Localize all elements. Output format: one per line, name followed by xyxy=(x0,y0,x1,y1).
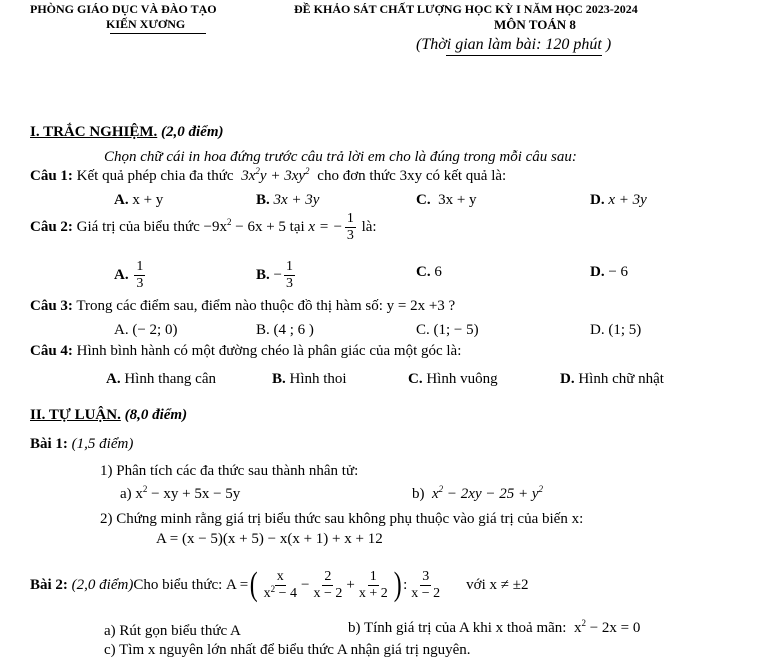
q1-option-a: A. x + y xyxy=(114,192,164,208)
q2-text-b: tại xyxy=(289,219,305,235)
q2-label: Câu 2: xyxy=(30,219,73,235)
q2-option-a: A. $\frac{1}{3}$ xyxy=(114,259,144,291)
bai1-part-b: b) $x^2 - 2xy - 25 + y^2$ xyxy=(412,484,544,502)
q1-polynomial: $3x^2y + 3xy^2$ xyxy=(241,166,310,184)
q3-text: Trong các điểm sau, điểm nào thuộc đồ thị hàm số: y = 2x +3 ? xyxy=(76,298,456,314)
bai2-condition: với x ≠ ±2 xyxy=(466,576,529,593)
q4-option-a: A. Hình thang cân xyxy=(106,371,216,387)
bai1-part-a: a) $x^2$ − xy + 5x − 5y xyxy=(120,484,241,502)
q3-label: Câu 3: xyxy=(30,298,73,314)
q2-fraction: $\frac{1}{3}$ xyxy=(346,211,354,243)
q1-text-a: Kết quả phép chia đa thức xyxy=(76,168,234,184)
bai2-statement xyxy=(30,560,528,610)
q2-option-b: B. − $\frac{1}{3}$ xyxy=(256,259,293,291)
bai2-part-b: b) Tính giá trị của A khi x thoả mãn: $x^2 - 2x = 0$ xyxy=(348,618,641,636)
bai1-heading xyxy=(30,436,133,453)
part1-instruction: Chọn chữ cái in hoa đứng trước câu trả lời em cho là đúng trong mỗi câu sau: xyxy=(104,149,577,165)
district-name: KIẾN XƯƠNG xyxy=(106,17,186,31)
part2-points: (8,0 điểm) xyxy=(120,407,188,423)
district-underline xyxy=(110,33,206,34)
q1-option-b: B. 3x + 3y xyxy=(256,192,320,208)
q3-option-d: D. (1; 5) xyxy=(590,322,642,338)
q2-text-c: là: xyxy=(361,219,377,235)
q2-text-a: Giá trị của biểu thức xyxy=(76,219,200,235)
q4-label: Câu 4: xyxy=(30,343,73,359)
q2-x-value: x = − xyxy=(308,219,343,235)
bai1-item2: 2) Chứng minh rằng giá trị biểu thức sau không phụ thuộc vào giá trị của biến x: xyxy=(100,511,584,527)
exam-title: ĐỀ KHẢO SÁT CHẤT LƯỢNG HỌC KỲ I NĂM HỌC 2023-2024 xyxy=(294,2,638,16)
part2-title: II. TỰ LUẬN. xyxy=(30,407,121,423)
bai2-expression: A = ( $\frac{x}{x^2 - 4}$ − $\frac{2}{x - 2}$ + $\frac{1}{x + 2}$ ) : $\frac{3}{x - 2}$ xyxy=(226,566,441,603)
bai2-part-c: c) Tìm x nguyên lớn nhất để biểu thức A nhận giá trị nguyên. xyxy=(104,642,471,658)
bai1-expression: A = (x − 5)(x + 5) − x(x + 1) + x + 12 xyxy=(156,531,383,547)
part1-heading xyxy=(30,124,223,141)
q1-option-c: C. 3x + y xyxy=(416,192,477,208)
bai2-label: Bài 2: xyxy=(30,576,68,593)
part2-heading xyxy=(30,407,187,424)
q3-option-c: C. (1; − 5) xyxy=(416,322,479,338)
question-4 xyxy=(30,343,461,360)
q2-option-d: D. − 6 xyxy=(590,264,629,280)
q4-option-d: D. Hình chữ nhật xyxy=(560,371,664,387)
bai2-part-a: a) Rút gọn biểu thức A xyxy=(104,623,241,639)
q2-expression: $-9x^2 - 6x + 5$ xyxy=(203,217,286,235)
question-2 xyxy=(30,212,377,243)
bai2-points: (2,0 điểm) xyxy=(71,576,134,593)
time-underline xyxy=(446,55,602,56)
bai1-label: Bài 1: xyxy=(30,436,68,452)
q1-text-b: cho đơn thức 3xy có kết quả là: xyxy=(317,168,507,184)
q3-option-a: A. (− 2; 0) xyxy=(114,322,178,338)
q2-option-c: C. 6 xyxy=(416,264,442,280)
bai1-points: (1,5 điểm) xyxy=(67,436,134,452)
q3-option-b: B. (4 ; 6 ) xyxy=(256,322,314,338)
bai1-item1: 1) Phân tích các đa thức sau thành nhân tử: xyxy=(100,463,359,479)
question-3 xyxy=(30,298,455,315)
q4-text: Hình bình hành có một đường chéo là phân giác của một góc là: xyxy=(76,343,462,359)
q4-option-c: C. Hình vuông xyxy=(408,371,498,387)
question-1 xyxy=(30,168,506,185)
bai2-text: Cho biểu thức: xyxy=(133,576,223,593)
time-limit: (Thời gian làm bài: 120 phút ) xyxy=(416,36,612,53)
part1-title: I. TRẮC NGHIỆM. xyxy=(30,124,158,140)
part1-points: (2,0 điểm) xyxy=(157,124,224,140)
q1-option-d: D. x + 3y xyxy=(590,192,647,208)
dept-name: PHÒNG GIÁO DỤC VÀ ĐÀO TẠO xyxy=(30,2,217,16)
subject: MÔN TOÁN 8 xyxy=(494,17,576,32)
q1-label: Câu 1: xyxy=(30,168,73,184)
q4-option-b: B. Hình thoi xyxy=(272,371,347,387)
